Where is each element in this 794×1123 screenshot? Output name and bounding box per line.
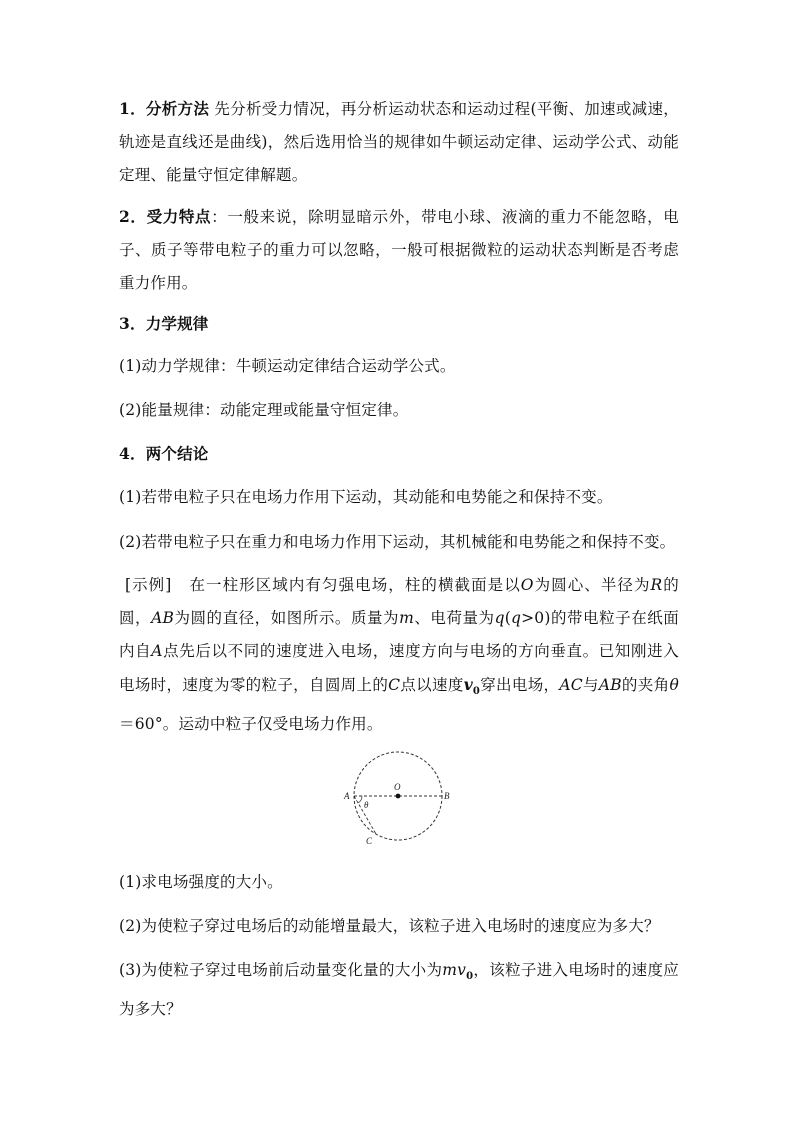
math-subscript: 0 <box>472 686 481 698</box>
math-var: C <box>388 676 401 694</box>
label-a: A <box>344 791 350 801</box>
math-var: q <box>494 609 505 627</box>
question-1: (1)求电场强度的大小。 <box>119 873 283 891</box>
math-var: m <box>399 609 415 627</box>
math-var: AC <box>559 676 583 694</box>
math-var: mv <box>442 961 467 979</box>
center-point <box>396 794 401 799</box>
example-text: 为圆心、半径为 <box>533 576 651 594</box>
math-var: v <box>463 675 473 694</box>
label-o: O <box>394 782 401 792</box>
example-tag: [示例] <box>125 576 172 594</box>
question-text: (3)为使粒子穿过电场前后动量变化量的大小为 <box>119 961 443 979</box>
example-text: 与 <box>582 676 599 694</box>
section-title: 两个结论 <box>145 444 209 463</box>
example-text: 点以速度 <box>400 676 464 694</box>
section-conclusions-heading <box>119 437 679 471</box>
section-title: 分析方法 <box>145 99 210 118</box>
diagram-svg <box>330 748 470 852</box>
theta-angle-arc <box>358 796 362 803</box>
math-var: θ <box>669 676 679 694</box>
example-text: 的圆， <box>119 576 679 627</box>
math-var: A <box>151 642 163 660</box>
math-var: O <box>520 576 534 594</box>
label-b: B <box>444 791 450 801</box>
section-mechanics-heading <box>119 307 679 341</box>
question-text: ，该粒子进入电场时的速度应为多大？ <box>119 961 679 1019</box>
example-text: 在一柱形区域内有匀强电场，柱的横截面是以 <box>189 576 521 594</box>
section-number: 1． <box>119 99 146 118</box>
section-number: 3． <box>119 314 146 333</box>
section-number: 2． <box>119 207 147 226</box>
example-text: 为圆的直径，如图所示。质量为 <box>174 609 400 627</box>
mechanics-item-1: (1)动力学规律：牛顿运动定律结合运动学公式。 <box>119 357 456 375</box>
example-text: 穿出电场， <box>480 676 560 694</box>
section-analysis-method <box>119 92 679 192</box>
circle-field-diagram <box>330 748 470 852</box>
example-text: >0)的带电粒子在纸面内自 <box>119 609 679 660</box>
section-title: 受力特点 <box>146 207 212 226</box>
mechanics-item-2: (2)能量规律：动能定理或能量守恒定律。 <box>119 401 409 419</box>
math-subscript: 0 <box>466 971 474 983</box>
section-force-features <box>119 200 679 300</box>
section-title: 力学规律 <box>145 314 209 333</box>
example-text: ( <box>504 609 511 627</box>
math-var: R <box>650 576 663 594</box>
example-text: 点先后以不同的速度进入电场，速度方向与电场的方向垂直。已知刚进入电场时，速度为零的粒子，自圆周上的 <box>119 642 680 694</box>
example-problem <box>119 569 679 741</box>
math-var: q <box>510 609 522 627</box>
section-text: ：一般来说，除明显暗示外，带电小球、液滴的重力不能忽略，电子、质子等带电粒子的重力可以忽略，一般可根据微粒的运动状态判断是否考虑重力作用。 <box>119 208 679 292</box>
conclusion-item-1: (1)若带电粒子只在电场力作用下运动，其动能和电势能之和保持不变。 <box>119 488 613 506</box>
example-text: 的夹角 <box>621 676 670 694</box>
math-var: AB <box>598 676 622 694</box>
question-2: (2)为使粒子穿过电场后的动能增量最大，该粒子进入电场时的速度应为多大？ <box>119 917 660 935</box>
conclusion-item-2: (2)若带电粒子只在重力和电场力作用下运动，其机械能和电势能之和保持不变。 <box>119 533 676 551</box>
label-theta: θ <box>364 800 369 810</box>
example-text: 、电荷量为 <box>414 609 495 627</box>
question-3 <box>119 954 679 1026</box>
math-var: AB <box>151 609 175 627</box>
section-number: 4． <box>119 444 146 463</box>
section-text: 先分析受力情况，再分析运动状态和运动过程(平衡、加速或减速，轨迹是直线还是曲线)，然后选用恰当的规律如牛顿运动定律、运动学公式、动能定理、能量守恒定律解题。 <box>119 100 679 184</box>
label-c: C <box>366 836 373 846</box>
example-text: ＝60°。运动中粒子仅受电场力作用。 <box>119 715 383 734</box>
